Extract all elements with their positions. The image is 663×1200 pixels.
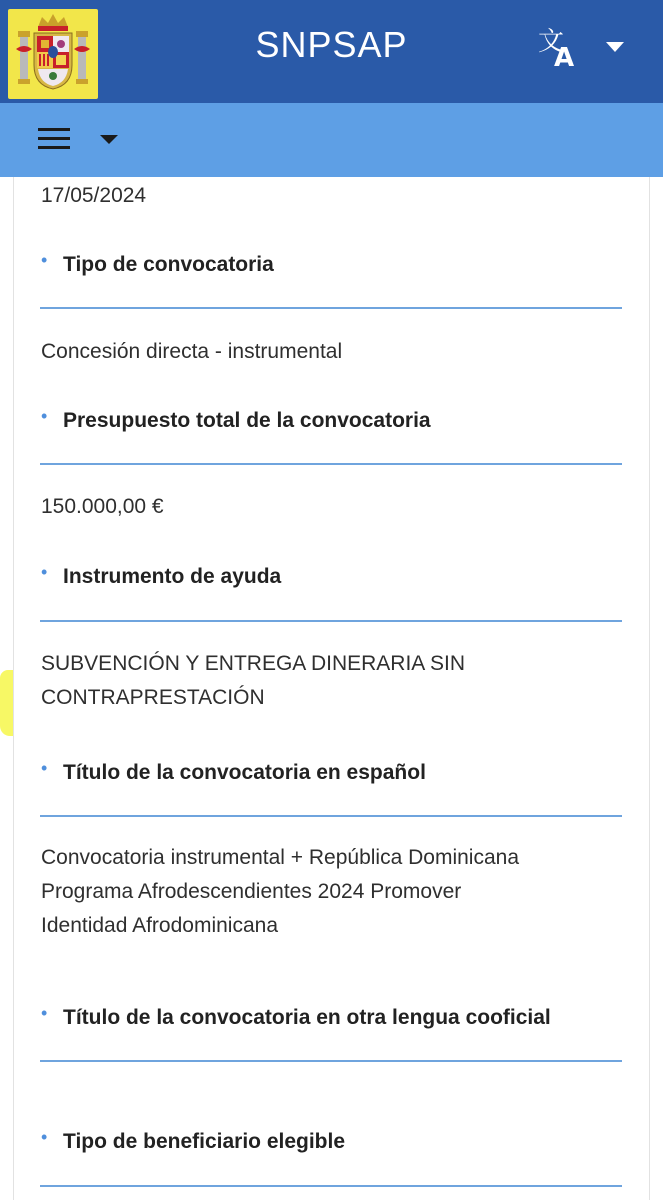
svg-text:文: 文 (538, 27, 565, 57)
svg-text:A: A (554, 43, 575, 73)
hamburger-icon (38, 128, 70, 149)
menu-button[interactable] (36, 125, 122, 159)
language-selector-button[interactable] (536, 24, 636, 74)
app-title: SNPSAP (255, 24, 408, 65)
field-value-date: 17/05/2024 (41, 184, 147, 207)
field-label: Presupuesto total de la convocatoria (63, 409, 431, 432)
field-value-line: Convocatoria instrumental + República Dominicana (41, 846, 519, 869)
field-label: Instrumento de ayuda (63, 565, 282, 588)
divider (40, 307, 622, 309)
field-value-line: CONTRAPRESTACIÓN (41, 686, 265, 709)
app-header (0, 0, 663, 103)
bullet-icon: • (41, 250, 48, 270)
field-label: Título de la convocatoria en otra lengua cooficial (63, 1006, 551, 1029)
field-value-line: SUBVENCIÓN Y ENTREGA DINERARIA SIN (41, 652, 465, 675)
divider (40, 620, 622, 622)
caret-down-icon (100, 135, 118, 144)
field-value-line: Identidad Afrodominicana (41, 914, 278, 937)
divider (40, 463, 622, 465)
field-label: Tipo de beneficiario elegible (63, 1130, 346, 1153)
bullet-icon: • (41, 406, 48, 426)
field-value: Concesión directa - instrumental (41, 340, 343, 363)
navigation-bar (0, 103, 663, 177)
divider (40, 1060, 622, 1062)
field-value-budget: 150.000,00 € (41, 495, 164, 518)
bullet-icon: • (41, 758, 48, 778)
bullet-icon: • (41, 1003, 48, 1023)
field-label: Título de la convocatoria en español (63, 761, 426, 784)
bullet-icon: • (41, 562, 48, 582)
divider (40, 1185, 622, 1187)
divider (40, 815, 622, 817)
translate-icon (538, 27, 574, 73)
field-label: Tipo de convocatoria (63, 253, 274, 276)
caret-down-icon (606, 42, 624, 52)
field-value-line: Programa Afrodescendientes 2024 Promover (41, 880, 462, 903)
bullet-icon: • (41, 1127, 48, 1147)
